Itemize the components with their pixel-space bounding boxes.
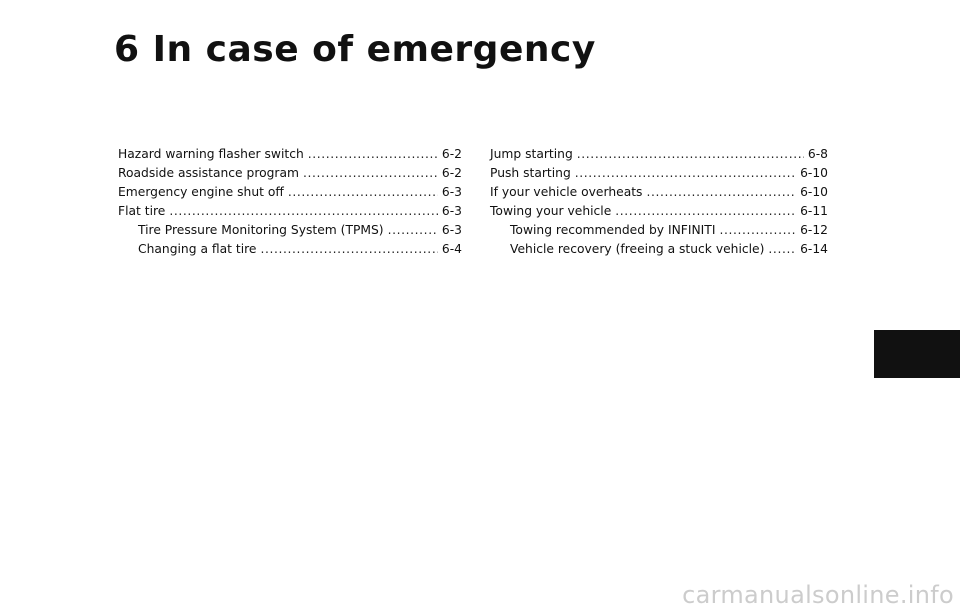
toc-entry-page: 6-3 [441,184,462,199]
toc-dot-leader [260,240,437,259]
chapter-title: 6 In case of emergency [114,29,596,70]
toc-column-left [118,145,462,258]
toc-entry-title: Towing your vehicle [490,203,612,218]
toc-entry-page: 6-2 [441,165,462,180]
toc-subentry[interactable] [490,240,828,259]
toc-entry[interactable] [490,183,828,202]
toc-dot-leader [308,145,438,164]
toc-entry-page: 6-12 [800,222,828,237]
toc-entry-title: Roadside assistance program [118,165,300,180]
toc-entry-page: 6-11 [800,203,828,218]
toc-entry[interactable] [490,145,828,164]
toc-entry-page: 6-3 [441,222,462,237]
toc-entry-title: Push starting [490,165,571,180]
toc-entry-title: Hazard warning flasher switch [118,147,304,161]
toc-entry-title: Flat tire [118,203,166,218]
watermark: carmanualsonline.info [682,581,954,609]
toc-entry-page: 6-3 [441,203,462,218]
toc-dot-leader [303,164,438,183]
toc-entry-page: 6-10 [800,165,828,180]
toc-dot-leader [388,221,438,240]
toc-subentry[interactable] [118,240,462,259]
toc-entry-page: 6-2 [441,147,462,161]
toc-entry-page: 6-8 [807,147,828,161]
toc-subentry[interactable] [118,221,462,240]
toc-column-right [490,145,828,258]
toc-entry-title: If your vehicle overheats [490,184,643,199]
toc-entry-title: Tire Pressure Monitoring System (TPMS) [138,222,384,237]
toc-entry[interactable] [490,164,828,183]
toc-entry-title: Towing recommended by INFINITI [510,222,716,237]
toc-entry-page: 6-14 [800,241,828,256]
toc-dot-leader [768,240,796,259]
toc-dot-leader [169,202,438,221]
toc-dot-leader [577,145,804,164]
toc-entry-title: Jump starting [490,147,573,161]
chapter-tab-marker [874,330,960,378]
toc-entry-page: 6-10 [800,184,828,199]
toc-entry[interactable] [118,145,462,164]
toc-entry[interactable] [118,183,462,202]
toc-dot-leader [288,183,438,202]
toc-dot-leader [646,183,796,202]
toc-entry[interactable] [118,164,462,183]
toc-entry-page: 6-4 [441,241,462,256]
toc-entry-title: Changing a flat tire [138,241,257,256]
toc-dot-leader [575,164,796,183]
toc-dot-leader [719,221,796,240]
toc-entry[interactable] [490,202,828,221]
toc-entry-title: Vehicle recovery (freeing a stuck vehicle) [510,241,765,256]
toc-subentry[interactable] [490,221,828,240]
toc-entry[interactable] [118,202,462,221]
toc-entry-title: Emergency engine shut off [118,184,284,199]
toc-dot-leader [615,202,796,221]
